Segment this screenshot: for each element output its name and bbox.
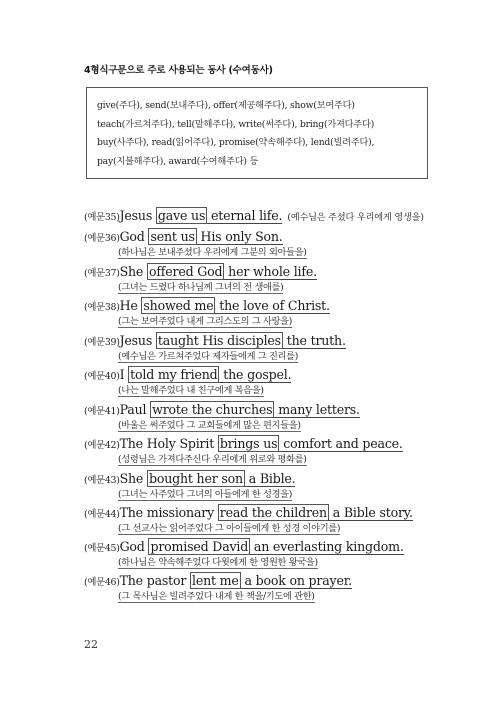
example-label: (예문39) [84,337,120,348]
example-verb-phrase: promised David [150,539,249,554]
example-rest: an everlasting kingdom. [250,539,404,554]
example-label: (예문37) [84,268,120,279]
example-rest: many letters. [274,402,360,417]
example-translation [118,382,264,396]
example-sentence [84,205,424,224]
example-translation-text: (예수님은 가르쳐주었다 제자들에게 그 진리를) [118,351,298,362]
example-translation [118,588,315,602]
example-rest: a Bible. [244,471,296,486]
example-subject: God [119,539,149,554]
example-subject: Jesus [119,333,156,348]
example-rest: comfort and peace. [279,436,403,451]
example-translation-text: (그 선교사는 읽어주었다 그 아이들에게 한 성경 이야기를) [118,523,341,534]
verb-list-box [86,87,428,179]
example-subject: I [119,367,129,382]
example-translation [118,348,298,362]
example-verb-phrase: lent me [192,573,239,588]
verb-list-line: pay(지불해주다), award(수여해주다) 등 [97,155,259,167]
example-label: (예문46) [84,577,120,588]
example-sentence [84,502,413,521]
example-label: (예문40) [84,371,120,382]
example-sentence [84,364,291,383]
example-verb-phrase: brings us [219,436,278,451]
example-sentence [84,433,403,452]
example-label: (예문41) [84,406,120,417]
example-label: (예문35) [84,212,120,223]
example-subject: She [119,471,147,486]
example-translation [118,417,301,431]
example-label: (예문38) [84,302,120,313]
example-rest: a Bible story. [328,505,413,520]
example-sentence [84,295,330,314]
example-translation [118,451,307,465]
example-subject: The pastor [119,573,191,588]
example-rest: eternal life. [207,208,283,223]
example-sentence [84,261,317,280]
example-sentence [84,399,360,418]
example-verb-phrase: read the children [219,505,327,520]
example-translation-text: (그녀는 사주었다 그녀의 아들에게 한 성경을) [118,489,293,500]
example-subject: Paul [119,402,151,417]
example-label: (예문43) [84,475,120,486]
example-rest: her whole life. [224,264,317,279]
example-label: (예문36) [84,233,120,244]
example-translation-text: (하나님은 보내주셨다 우리에게 그분의 외아들을) [118,247,307,258]
example-translation [118,554,318,568]
example-verb-phrase: taught His disciples [157,333,281,348]
example-verb-phrase: wrote the churches [152,402,273,417]
example-translation-text: (바울은 써주었다 그 교회들에게 많은 편지들을) [118,420,301,431]
example-label: (예문42) [84,440,120,451]
example-sentence [84,226,283,245]
example-rest: the gospel. [219,367,292,382]
example-translation [118,313,292,327]
example-subject: Jesus [119,208,156,223]
example-rest: His only Son. [196,229,283,244]
example-label: (예문44) [84,509,120,520]
example-translation [118,244,307,258]
example-rest: the truth. [282,333,346,348]
verb-list-line: teach(가르쳐주다), tell(말해주다), write(써주다), bring(가져다주다) [97,118,375,130]
section-heading: 4형식구문으로 주로 사용되는 동사 (수여동사) [84,65,273,76]
example-translation-text: (성령님은 가져다주신다 우리에게 위로와 평화를) [118,454,307,465]
example-sentence [84,468,295,487]
verb-list-line: give(주다), send(보내주다), offer(제공해주다), show(보여주다) [97,100,355,111]
verb-list-line: buy(사주다), read(읽어주다), promise(약속해주다), lend(빌려주다), [97,137,375,149]
example-rest: the love of Christ. [215,298,330,313]
example-label: (예문45) [84,543,120,554]
example-verb-phrase: gave us [157,208,206,223]
example-inline-translation: (예수님은 주셨다 우리에게 영생을) [287,212,424,223]
example-sentence [84,330,346,349]
example-verb-phrase: bought her son [148,471,243,486]
example-verb-phrase: offered God [148,264,223,279]
example-translation-text: (나는 말해주었다 내 친구에게 복음을) [118,385,264,396]
example-rest: a book on prayer. [240,573,352,588]
example-subject: He [119,298,142,313]
example-sentence [84,570,352,589]
example-subject: She [119,264,147,279]
example-sentence [84,536,404,555]
example-translation-text: (그 목사님은 빌려주었다 내게 한 책을/기도에 관한) [118,591,315,602]
example-translation-text: (하나님은 약속해주었다 다윗에게 한 영원한 왕국을) [118,557,318,568]
example-translation-text: (그는 보여주었다 내게 그리스도의 그 사랑을) [118,316,293,327]
example-translation-text: (그녀는 드렸다 하나님께 그녀의 전 생애를) [118,282,284,293]
example-subject: The Holy Spirit [119,436,218,451]
example-translation [118,486,292,500]
example-translation [118,279,283,293]
example-translation [118,520,340,534]
page-number: 22 [84,638,98,651]
example-subject: God [119,229,149,244]
example-verb-phrase: told my friend [130,367,218,382]
example-verb-phrase: showed me [143,298,214,313]
example-verb-phrase: sent us [150,229,195,244]
example-subject: The missionary [119,505,218,520]
